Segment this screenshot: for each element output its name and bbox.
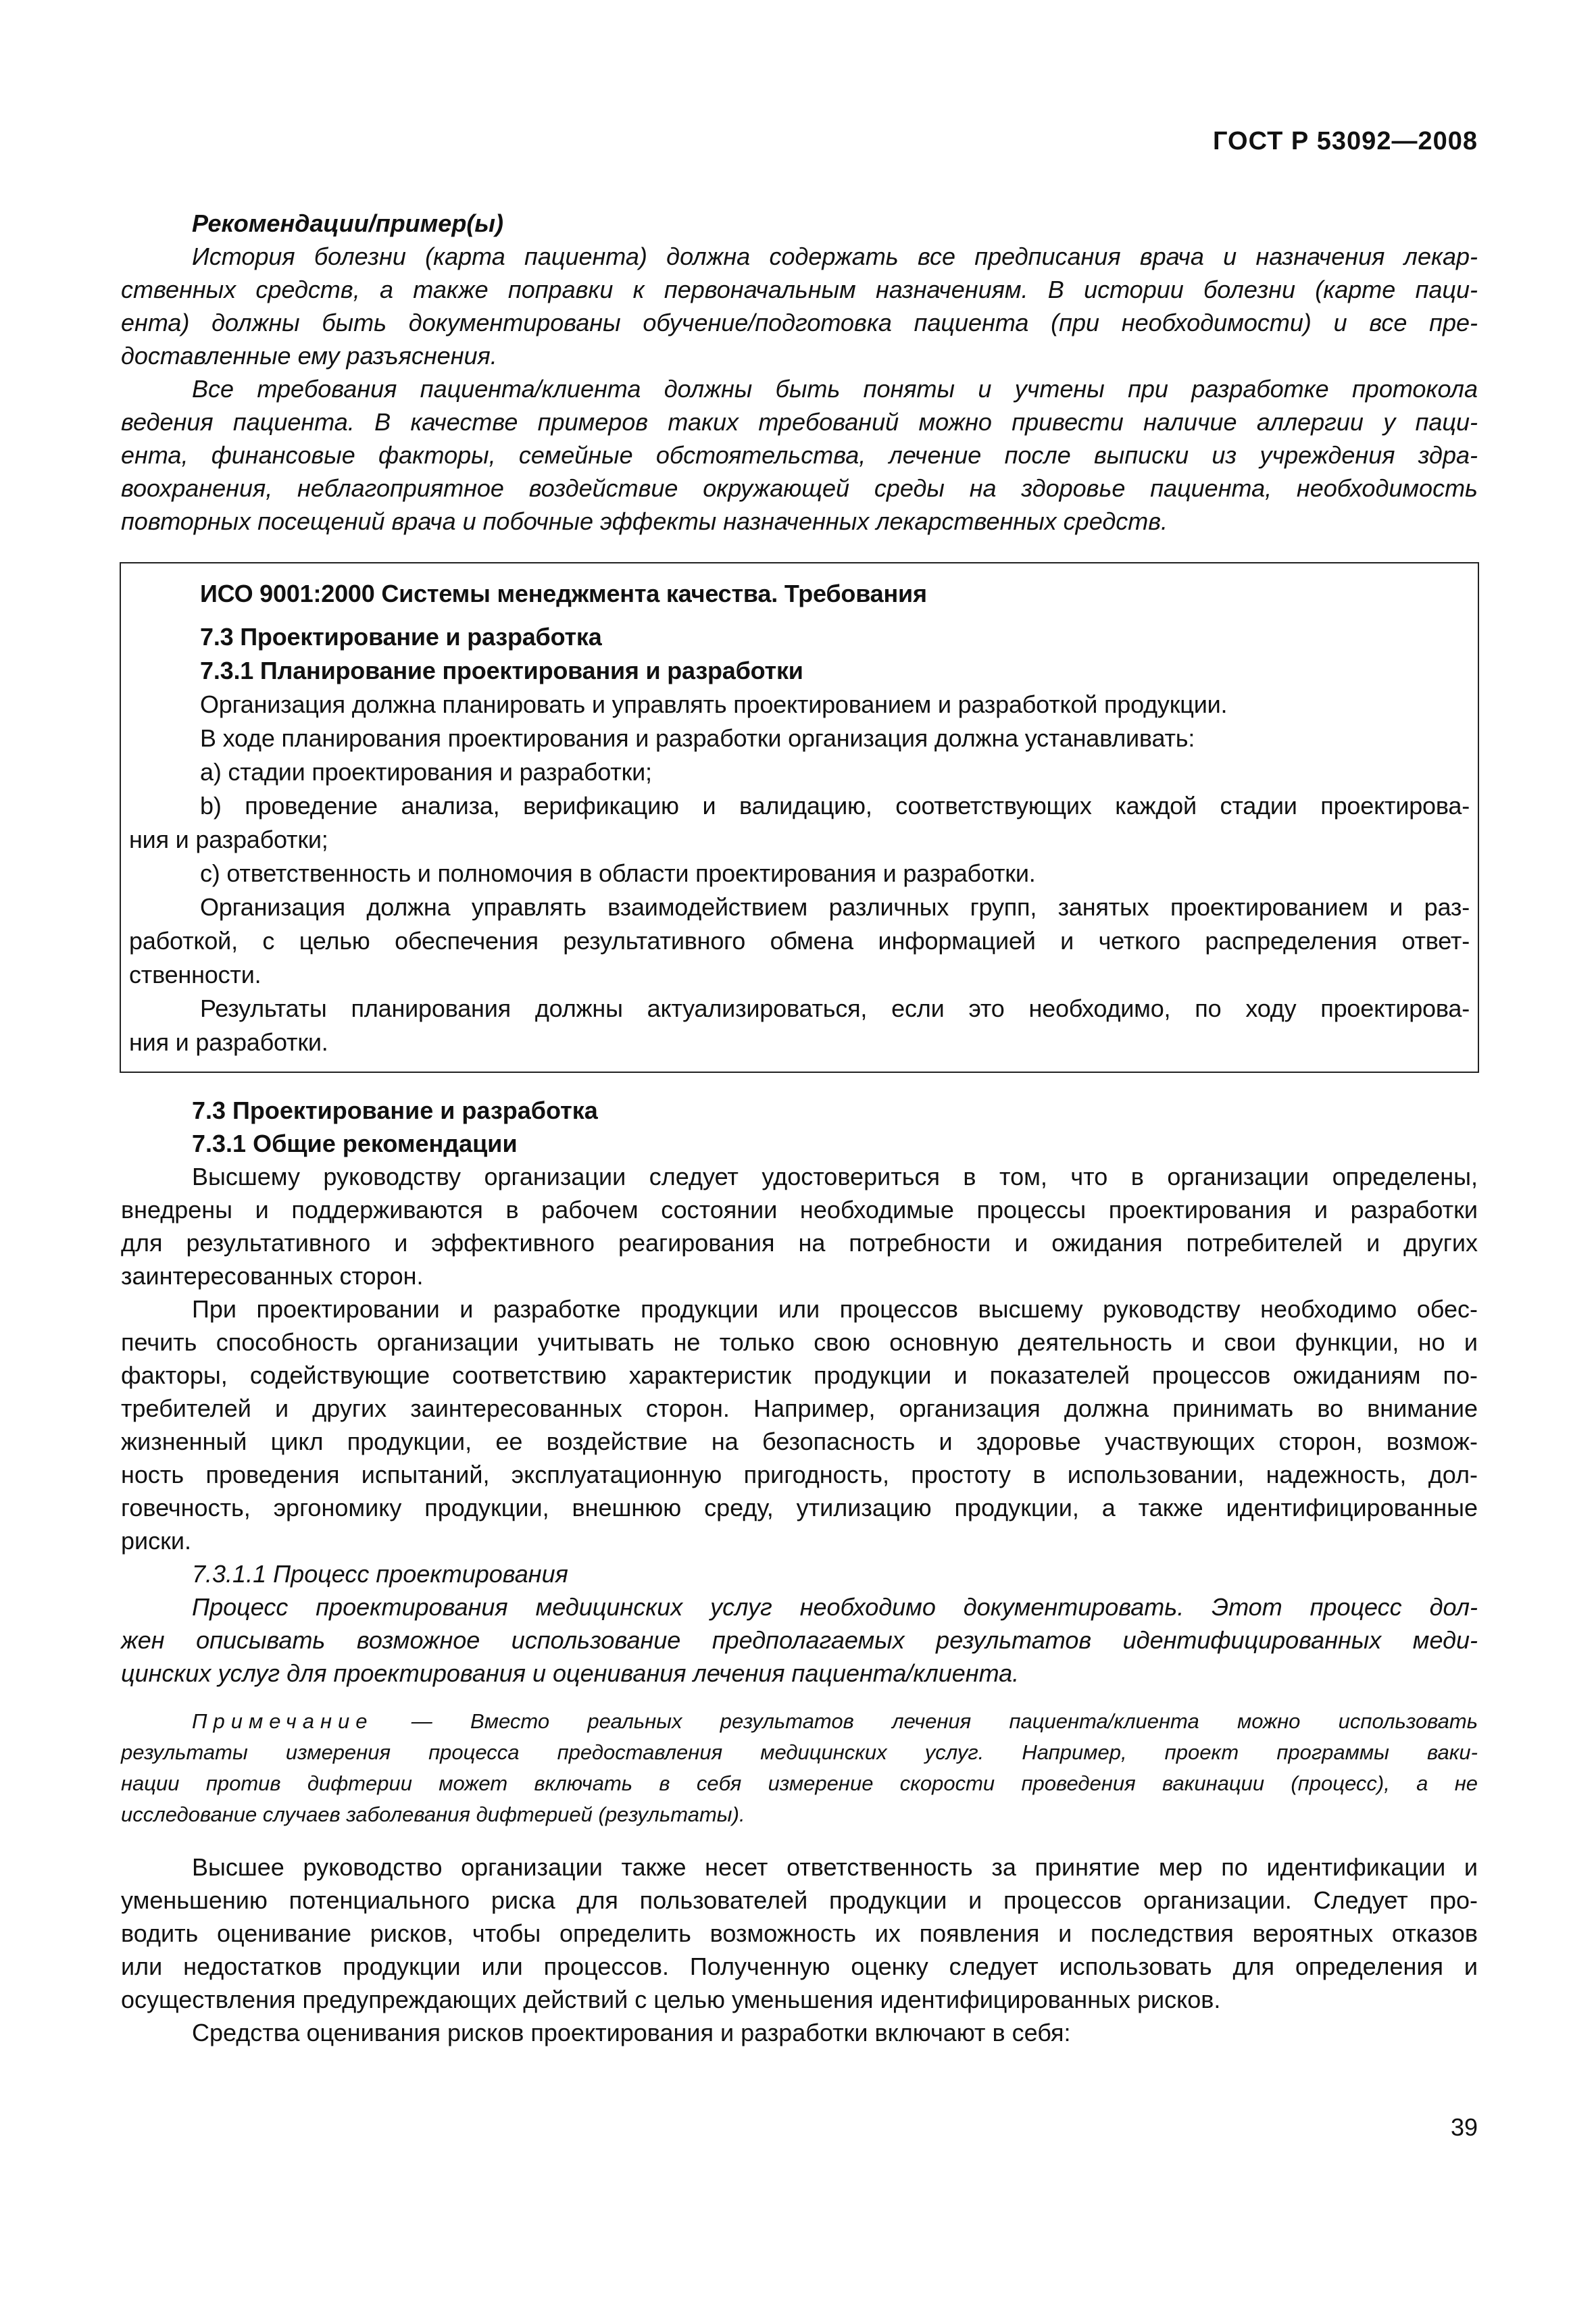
line-text: ведения пациента. В качестве примеров таких требований можно привести наличие аллергии у паци-	[121, 408, 1478, 436]
line-text: ния и разработки;	[129, 826, 328, 853]
paragraph	[129, 992, 1470, 1059]
paragraph	[121, 240, 1478, 372]
line-text: Рекомендации/пример(ы)	[192, 209, 504, 237]
text-line	[121, 1737, 1478, 1768]
text-line	[121, 405, 1478, 438]
text-line	[129, 823, 1470, 857]
text-line	[121, 1425, 1478, 1458]
note-paragraph	[121, 1706, 1478, 1830]
line-text: — Вместо реальных результатов лечения пациента/клиента можно использовать	[411, 1709, 1478, 1733]
text-line	[121, 505, 1478, 538]
section-heading	[121, 207, 1478, 240]
text-line	[121, 1657, 1478, 1690]
text-line	[121, 1359, 1478, 1392]
recommendations-section	[121, 207, 1478, 538]
line-text: 7.3 Проектирование и разработка	[200, 623, 602, 651]
line-text: Средства оценивания рисков проектирования и разработки включают в себя:	[192, 2019, 1071, 2046]
text-line	[121, 1768, 1478, 1799]
line-text: Высшее руководство организации также несет ответственность за принятие мер по идентификации и	[192, 1853, 1478, 1881]
paragraph	[129, 890, 1470, 992]
text-line	[121, 1292, 1478, 1326]
text-line	[121, 1160, 1478, 1193]
line-text: 7.3.1 Планирование проектирования и разработки	[200, 657, 803, 684]
text-line	[121, 306, 1478, 339]
text-line	[129, 857, 1470, 890]
text-line	[121, 1226, 1478, 1259]
paragraph	[129, 857, 1470, 890]
line-text: ственности.	[129, 961, 261, 988]
paragraph	[129, 789, 1470, 857]
line-text: нации против дифтерии может включать в себя измерение скорости проведения вакинации (процесс), а не	[121, 1771, 1478, 1795]
line-text: жен описывать возможное использование предполагаемых результатов идентифицированных меди-	[121, 1626, 1478, 1654]
line-text: Процесс проектирования медицинских услуг необходимо документировать. Этот процесс дол-	[192, 1593, 1478, 1621]
text-line	[129, 688, 1470, 722]
line-text: водить оценивание рисков, чтобы определить возможность их появления и последствия вероятных отказов	[121, 1919, 1478, 1947]
paragraph	[121, 1557, 1478, 1590]
text-line	[121, 273, 1478, 306]
line-text: уменьшению потенциального риска для пользователей продукции и процессов организации. Следует про-	[121, 1886, 1478, 1914]
line-text: ента) должны быть документированы обучение/подготовка пациента (при необходимости) и все пре-	[121, 309, 1478, 336]
section-heading	[129, 577, 1470, 611]
paragraph	[121, 1590, 1478, 1690]
line-text: цинских услуг для проектирования и оценивания лечения пациента/клиента.	[121, 1659, 1020, 1687]
text-line	[121, 1392, 1478, 1425]
line-text: 7.3 Проектирование и разработка	[192, 1097, 598, 1124]
text-line	[121, 2016, 1478, 2049]
paragraph	[121, 1160, 1478, 1292]
note-label: Примечание	[192, 1709, 374, 1733]
iso-9001-quote-box	[120, 562, 1479, 1073]
line-text: риски.	[121, 1527, 191, 1555]
line-text: работкой, с целью обеспечения результативного обмена информацией и четкого распределения ответ-	[129, 927, 1470, 955]
text-line	[121, 1851, 1478, 1884]
text-line	[121, 240, 1478, 273]
text-line	[129, 958, 1470, 992]
text-line	[129, 722, 1470, 755]
line-text: внедрены и поддерживаются в рабочем состоянии необходимые процессы проектирования и разработки	[121, 1196, 1478, 1224]
line-text: Высшему руководству организации следует удостовериться в том, что в организации определены,	[192, 1163, 1478, 1190]
text-line	[121, 1458, 1478, 1491]
paragraph	[129, 755, 1470, 789]
line-text: ния и разработки.	[129, 1028, 328, 1056]
text-line	[129, 620, 1470, 654]
paragraph	[121, 1292, 1478, 1557]
line-text: Организация должна планировать и управлять проектированием и разработкой продукции.	[200, 690, 1228, 718]
line-text: Все требования пациента/клиента должны быть поняты и учтены при разработке протокола	[192, 375, 1478, 403]
text-line	[121, 207, 1478, 240]
paragraph	[121, 1851, 1478, 2016]
text-line	[121, 1706, 1478, 1737]
line-text: ента, финансовые факторы, семейные обстоятельства, лечение после выписки из учреждения здра-	[121, 441, 1478, 469]
text-line	[121, 1557, 1478, 1590]
paragraph	[121, 2016, 1478, 2049]
section-7-3	[121, 1094, 1478, 2049]
text-line	[121, 1590, 1478, 1624]
text-line	[121, 1799, 1478, 1830]
line-text: В ходе планирования проектирования и разработки организация должна устанавливать:	[200, 724, 1195, 752]
text-line	[121, 1624, 1478, 1657]
line-text: с) ответственность и полномочия в области проектирования и разработки.	[200, 859, 1036, 887]
line-text: говечность, эргономику продукции, внешнюю среду, утилизацию продукции, а также идентифицированные	[121, 1494, 1478, 1521]
text-line	[121, 1193, 1478, 1226]
text-line	[121, 1950, 1478, 1983]
text-line	[129, 890, 1470, 924]
page-number: 39	[1450, 2113, 1478, 2141]
section-heading	[121, 1094, 1478, 1127]
line-text: заинтересованных сторон.	[121, 1262, 424, 1290]
text-line	[129, 755, 1470, 789]
text-line	[129, 924, 1470, 958]
line-text: 7.3.1.1 Процесс проектирования	[192, 1560, 568, 1588]
text-line	[121, 339, 1478, 372]
line-text: результаты измерения процесса предоставления медицинских услуг. Например, проект программы ваки-	[121, 1740, 1478, 1764]
line-text: Организация должна управлять взаимодействием различных групп, занятых проектированием и раз-	[200, 893, 1470, 921]
line-text: ность проведения испытаний, эксплуатационную пригодность, простоту в использовании, надежность, дол-	[121, 1461, 1478, 1488]
text-line	[129, 789, 1470, 823]
text-line	[121, 1326, 1478, 1359]
line-text: а) стадии проектирования и разработки;	[200, 758, 652, 786]
line-text: жизненный цикл продукции, ее воздействие на безопасность и здоровье участвующих сторон, возмож-	[121, 1428, 1478, 1455]
line-text: 7.3.1 Общие рекомендации	[192, 1130, 518, 1157]
line-text: требителей и других заинтересованных сторон. Например, организация должна принимать во внимание	[121, 1394, 1478, 1422]
line-text: История болезни (карта пациента) должна содержать все предписания врача и назначения лекар-	[192, 243, 1478, 270]
line-text: Результаты планирования должны актуализироваться, если это необходимо, по ходу проектирова-	[200, 995, 1470, 1022]
text-line	[129, 654, 1470, 688]
paragraph	[129, 722, 1470, 755]
line-text: для результативного и эффективного реагирования на потребности и ожидания потребителей и других	[121, 1229, 1478, 1257]
section-heading	[129, 620, 1470, 654]
line-text: доставленные ему разъяснения.	[121, 342, 497, 370]
paragraph	[129, 688, 1470, 722]
text-line	[121, 472, 1478, 505]
text-line	[121, 1983, 1478, 2016]
page-content	[121, 207, 1478, 2049]
text-line	[129, 992, 1470, 1026]
line-text: b) проведение анализа, верификацию и валидацию, соответствующих каждой стадии проектирова-	[200, 792, 1470, 820]
text-line	[121, 1884, 1478, 1917]
line-text: осуществления предупреждающих действий с целью уменьшения идентифицированных рисков.	[121, 1986, 1221, 2013]
document-code-header: ГОСТ Р 53092—2008	[1213, 127, 1478, 155]
text-line	[121, 372, 1478, 405]
line-text: факторы, содействующие соответствию характеристик продукции и показателей процессов ожиданиям по-	[121, 1361, 1478, 1389]
line-text: или недостатков продукции или процессов. Полученную оценку следует использовать для определения и	[121, 1953, 1478, 1980]
section-heading	[121, 1127, 1478, 1160]
text-line	[129, 577, 1470, 611]
line-text: При проектировании и разработке продукции или процессов высшему руководству необходимо обес-	[192, 1295, 1478, 1323]
paragraph	[121, 372, 1478, 538]
text-line	[121, 1917, 1478, 1950]
text-line	[121, 1524, 1478, 1557]
line-text: повторных посещений врача и побочные эффекты назначенных лекарственных средств.	[121, 507, 1168, 535]
line-text: ИСО 9001:2000 Системы менеджмента качества. Требования	[200, 580, 927, 607]
text-line	[121, 1259, 1478, 1292]
line-text: исследование случаев заболевания дифтерией (результаты).	[121, 1803, 745, 1826]
section-heading	[129, 654, 1470, 688]
line-text: воохранения, неблагоприятное воздействие окружающей среды на здоровье пациента, необходимость	[121, 474, 1478, 502]
text-line	[121, 1127, 1478, 1160]
text-line	[129, 1026, 1470, 1059]
line-text: печить способность организации учитывать не только свою основную деятельность и свои функции, но и	[121, 1328, 1478, 1356]
text-line	[121, 1491, 1478, 1524]
text-line	[121, 1094, 1478, 1127]
line-text: ственных средств, а также поправки к первоначальным назначениям. В истории болезни (карте паци-	[121, 276, 1478, 303]
text-line	[121, 438, 1478, 472]
